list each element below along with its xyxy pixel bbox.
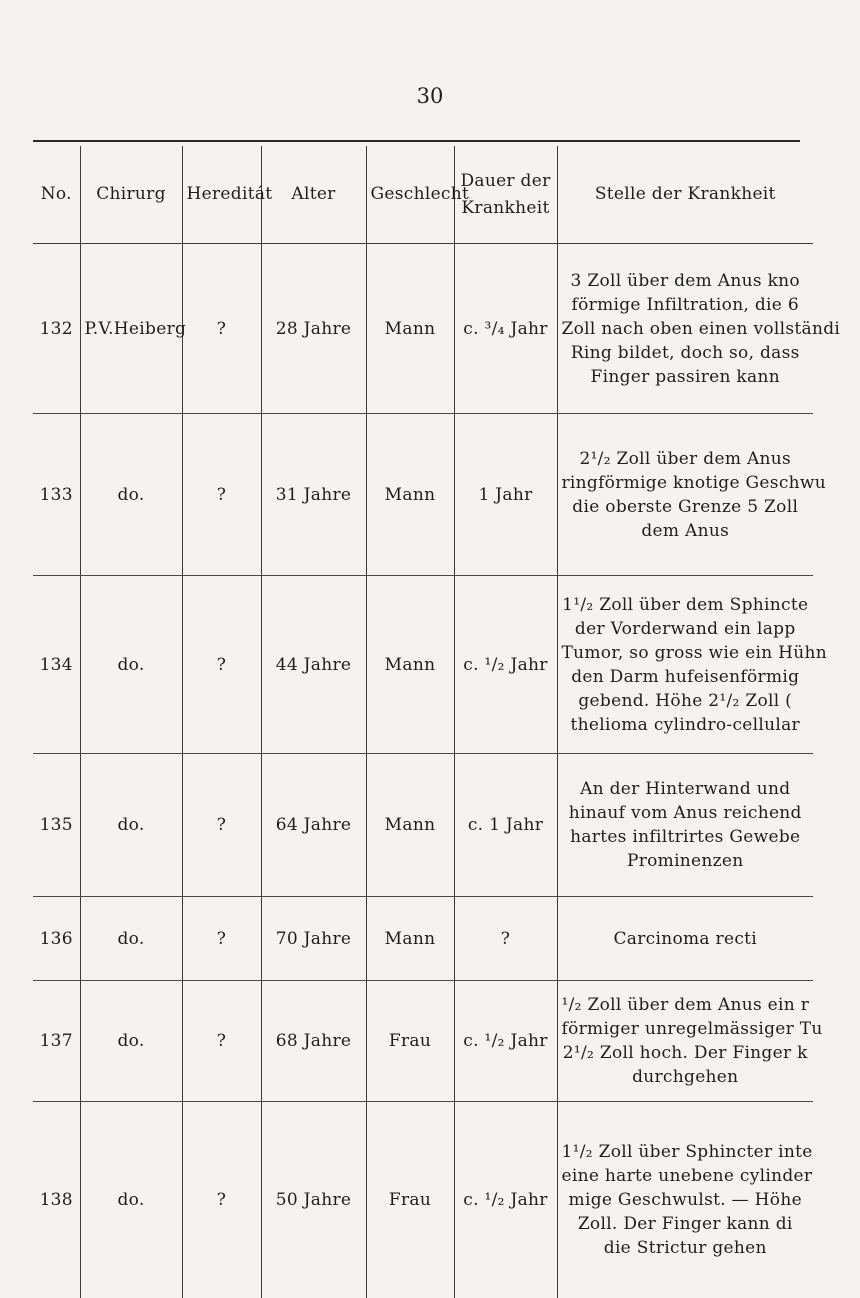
cell-heredity: ? [182,576,261,754]
site-line: die Strictur gehen [603,1237,767,1258]
cell-sex: Mann [366,414,454,576]
col-header-heredity: Hereditát [182,146,261,244]
cell-heredity: ? [182,981,261,1102]
site-line: Zoll. Der Finger kann di [577,1213,793,1234]
cell-no: 138 [39,1189,73,1210]
cell-surgeon: do. [80,981,182,1102]
cell-surgeon: do. [80,414,182,576]
site-line: An der Hinterwand und [580,779,791,799]
cell-age: 70 Jahre [261,897,366,981]
site-line: hinauf vom Anus reichend [568,803,802,823]
site-line: 2¹/₂ Zoll hoch. Der Finger k [562,1043,808,1063]
cell-no: 136 [33,897,80,981]
cell-duration: c. 1 Jahr [454,754,557,897]
site-line: der Vorderwand ein lapp [574,618,796,639]
cell-sex: Mann [366,897,454,981]
cell-surgeon: P.V.Heiberg [80,244,182,414]
cell-sex: Frau [366,981,454,1102]
cell-sex: Mann [366,244,454,414]
site-line: gebend. Höhe 2¹/₂ Zoll ( [578,690,793,711]
site-line: ¹/₂ Zoll über dem Anus ein r [561,995,810,1015]
site-line: 3 Zoll über dem Anus kno [570,270,800,291]
site-line: mige Geschwulst. — Höhe [568,1189,802,1210]
case-table [33,146,841,1298]
cell-duration: ? [454,897,557,981]
col-header-no: No. [33,146,80,244]
cell-sex: Mann [366,576,454,754]
cell-no: 135 [33,754,80,897]
page-number: 30 [416,84,444,108]
cell-duration: c. ¹/₂ Jahr [454,576,557,754]
site-line: Prominenzen [626,851,744,871]
cell-age: 28 Jahre [261,244,366,414]
header-row [33,146,813,244]
site-line: hartes infiltrirtes Gewebe [570,827,801,847]
cell-duration: c. ¹/₂ Jahr [454,1102,557,1298]
cell-heredity: ? [182,414,261,576]
site-line: Finger passiren kann [590,366,780,387]
cell-site [557,897,813,981]
site-line: 1¹/₂ Zoll über Sphincter inte [561,1141,813,1162]
cell-site [557,981,823,1102]
table-row [33,897,813,981]
table-row [33,1102,813,1298]
site-line: die oberste Grenze 5 Zoll [572,496,799,517]
site-line: förmiger unregelmässiger Tu [561,1019,823,1039]
cell-surgeon: do. [80,754,182,897]
cell-duration: c. ¹/₂ Jahr [454,981,557,1102]
cell-surgeon: do. [80,1102,182,1298]
cell-age: 50 Jahre [261,1102,366,1298]
col-header-surgeon: Chirurg [80,146,182,244]
table-row [33,414,813,576]
site-line: Ring bildet, doch so, dass [570,342,800,363]
cell-no: 134 [33,576,80,754]
site-line: thelioma cylindro-cellular [570,714,800,735]
cell-no: 132 [33,244,80,414]
cell-sex: Mann [366,754,454,897]
cell-site [557,754,813,897]
cell-surgeon: do. [80,897,182,981]
cell-no: 137 [33,981,80,1102]
site-line: durchgehen [632,1067,739,1087]
col-header-age: Alter [261,146,366,244]
table-row [33,981,813,1102]
cell-site [557,576,828,754]
site-line: den Darm hufeisenförmig [571,666,800,687]
cell-site [557,244,841,414]
site-line: eine harte unebene cylinder [561,1165,813,1186]
table-row [33,244,813,414]
cell-surgeon: do. [80,576,182,754]
table-row [33,576,813,754]
cell-age: 44 Jahre [261,576,366,754]
site-line: Carcinoma recti [613,928,758,949]
site-line: ringförmige knotige Geschwu [561,472,826,493]
site-line: dem Anus [641,520,730,541]
col-header-site: Stelle der Krankheit [557,146,813,244]
col-header-duration: Dauer der Krankheit [454,146,557,244]
table-row [33,754,813,897]
site-line: Tumor, so gross wie ein Hühn [561,642,828,663]
cell-duration: 1 Jahr [454,414,557,576]
site-line: förmige Infiltration, die 6 [571,294,799,315]
cell-age: 68 Jahre [261,981,366,1102]
top-rule [33,140,800,142]
cell-duration: c. ³/₄ Jahr [454,244,557,414]
cell-no: 133 [33,414,80,576]
cell-age: 64 Jahre [261,754,366,897]
col-header-sex: Geschlecht [366,146,454,244]
cell-age: 31 Jahre [261,414,366,576]
cell-site [557,414,826,576]
site-line: Zoll nach oben einen vollständi [561,318,841,339]
cell-heredity: ? [182,1102,261,1298]
cell-heredity: ? [182,754,261,897]
cell-site [557,1102,813,1298]
cell-heredity: ? [182,244,261,414]
cell-heredity: ? [182,897,261,981]
cell-sex: Frau [366,1102,454,1298]
site-line: 2¹/₂ Zoll über dem Anus [579,448,792,469]
site-line: 1¹/₂ Zoll über dem Sphincte [562,594,809,615]
